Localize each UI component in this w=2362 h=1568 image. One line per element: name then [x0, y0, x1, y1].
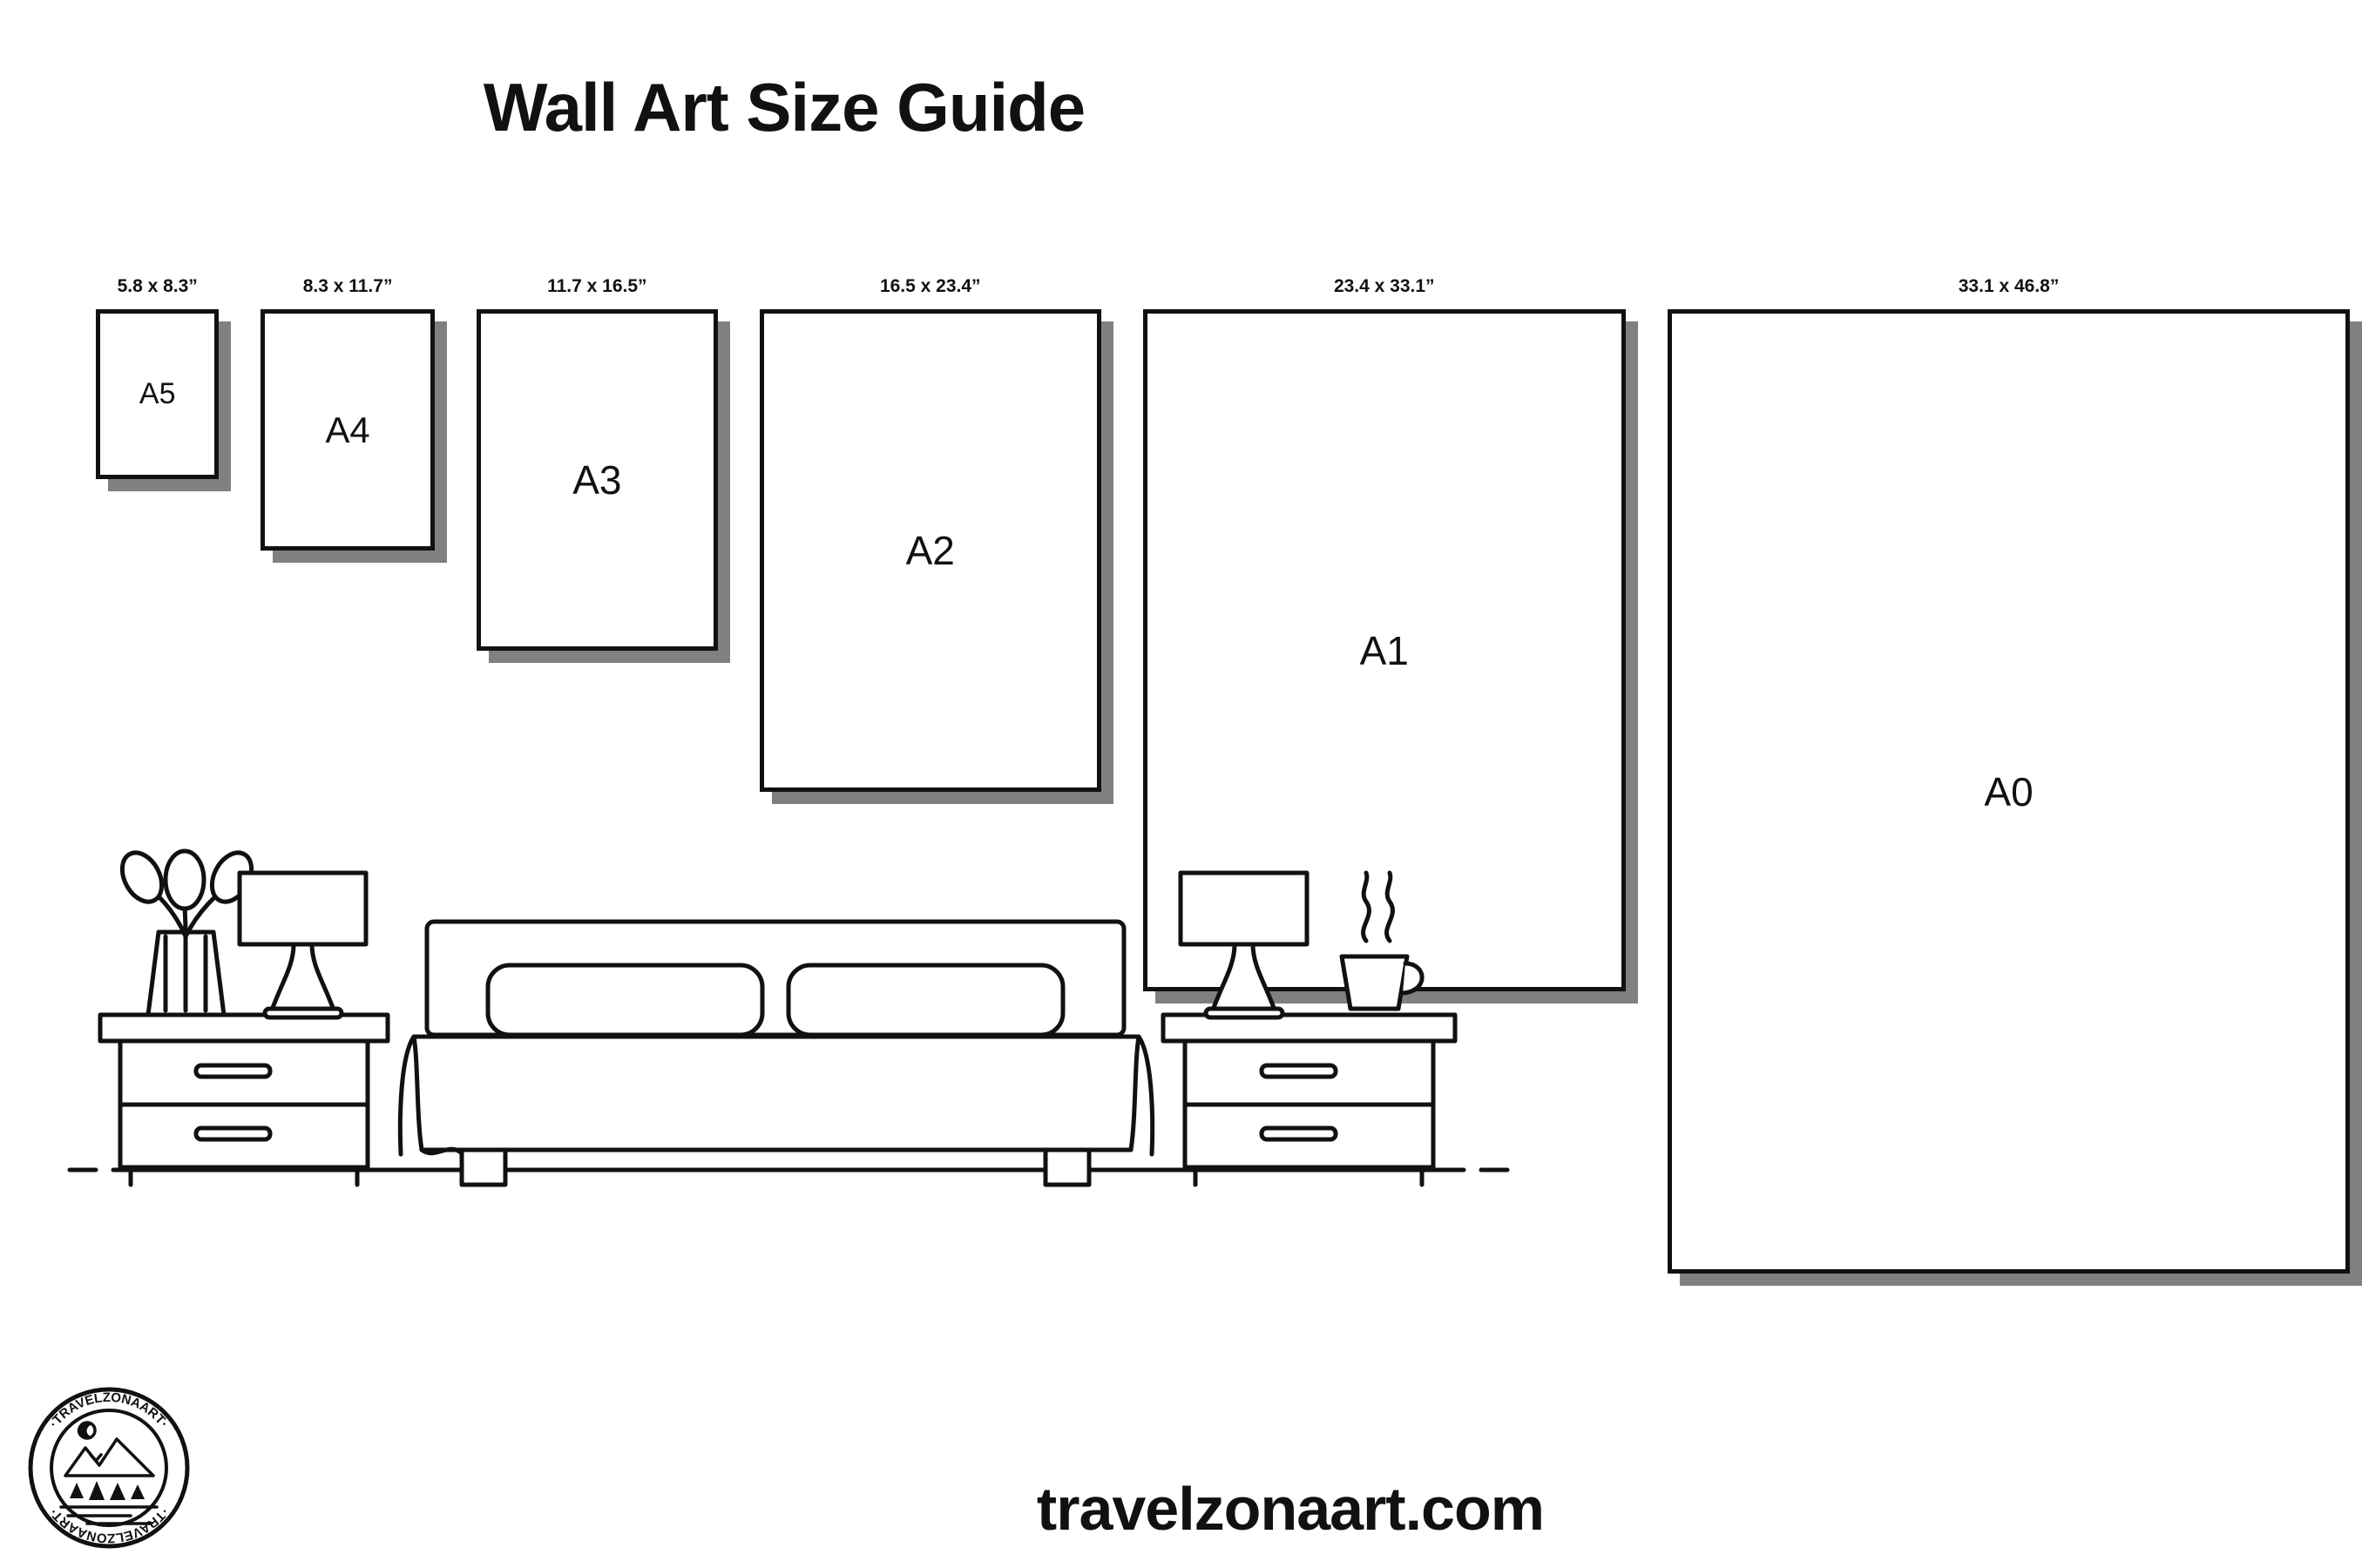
bedroom-illustration	[52, 854, 1525, 1220]
frame-a4	[261, 276, 446, 563]
frame-box-a0[interactable]	[1668, 309, 2350, 1274]
frame-a2	[760, 276, 1113, 804]
left-nightstand	[100, 1015, 388, 1185]
frame-name-a3: A3	[572, 456, 622, 503]
frame-dimension-label-a5: 5.8 x 8.3”	[117, 276, 198, 296]
frame-box-a2[interactable]	[760, 309, 1101, 792]
right-table-lamp	[1181, 873, 1307, 1017]
frame-a0	[1668, 276, 2362, 1286]
frame-name-a4: A4	[325, 409, 370, 450]
logo-arc-bottom: ·TRAVELZONAART·	[46, 1504, 172, 1546]
right-nightstand	[1163, 1015, 1455, 1185]
bed	[400, 922, 1152, 1185]
frame-box-a4[interactable]	[261, 309, 434, 551]
frame-name-a2: A2	[905, 528, 955, 574]
page-title: Wall Art Size Guide	[483, 69, 1086, 145]
frame-name-a5: A5	[139, 377, 176, 411]
website-url: travelzonaart.com	[1036, 1475, 1544, 1543]
frame-name-a1: A1	[1359, 627, 1409, 673]
frame-dimension-label-a3: 11.7 x 16.5”	[547, 276, 647, 296]
frame-box-a5[interactable]	[96, 309, 219, 479]
frame-a5	[96, 276, 231, 491]
left-table-lamp	[240, 873, 366, 1017]
frame-name-a0: A0	[1984, 768, 2034, 814]
frame-dimension-label-a0: 33.1 x 46.8”	[1958, 276, 2060, 296]
frame-a3	[477, 276, 730, 663]
frame-size-row	[0, 0, 2060, 871]
frame-box-a3[interactable]	[477, 309, 718, 651]
frame-dimension-label-a1: 23.4 x 33.1”	[1333, 276, 1435, 296]
frame-dimension-label-a2: 16.5 x 23.4”	[879, 276, 981, 296]
brand-logo	[26, 1385, 192, 1551]
coffee-mug	[1342, 873, 1422, 1009]
frame-dimension-label-a4: 8.3 x 11.7”	[302, 276, 393, 296]
logo-arc-top: ·TRAVELZONAART·	[46, 1389, 172, 1431]
